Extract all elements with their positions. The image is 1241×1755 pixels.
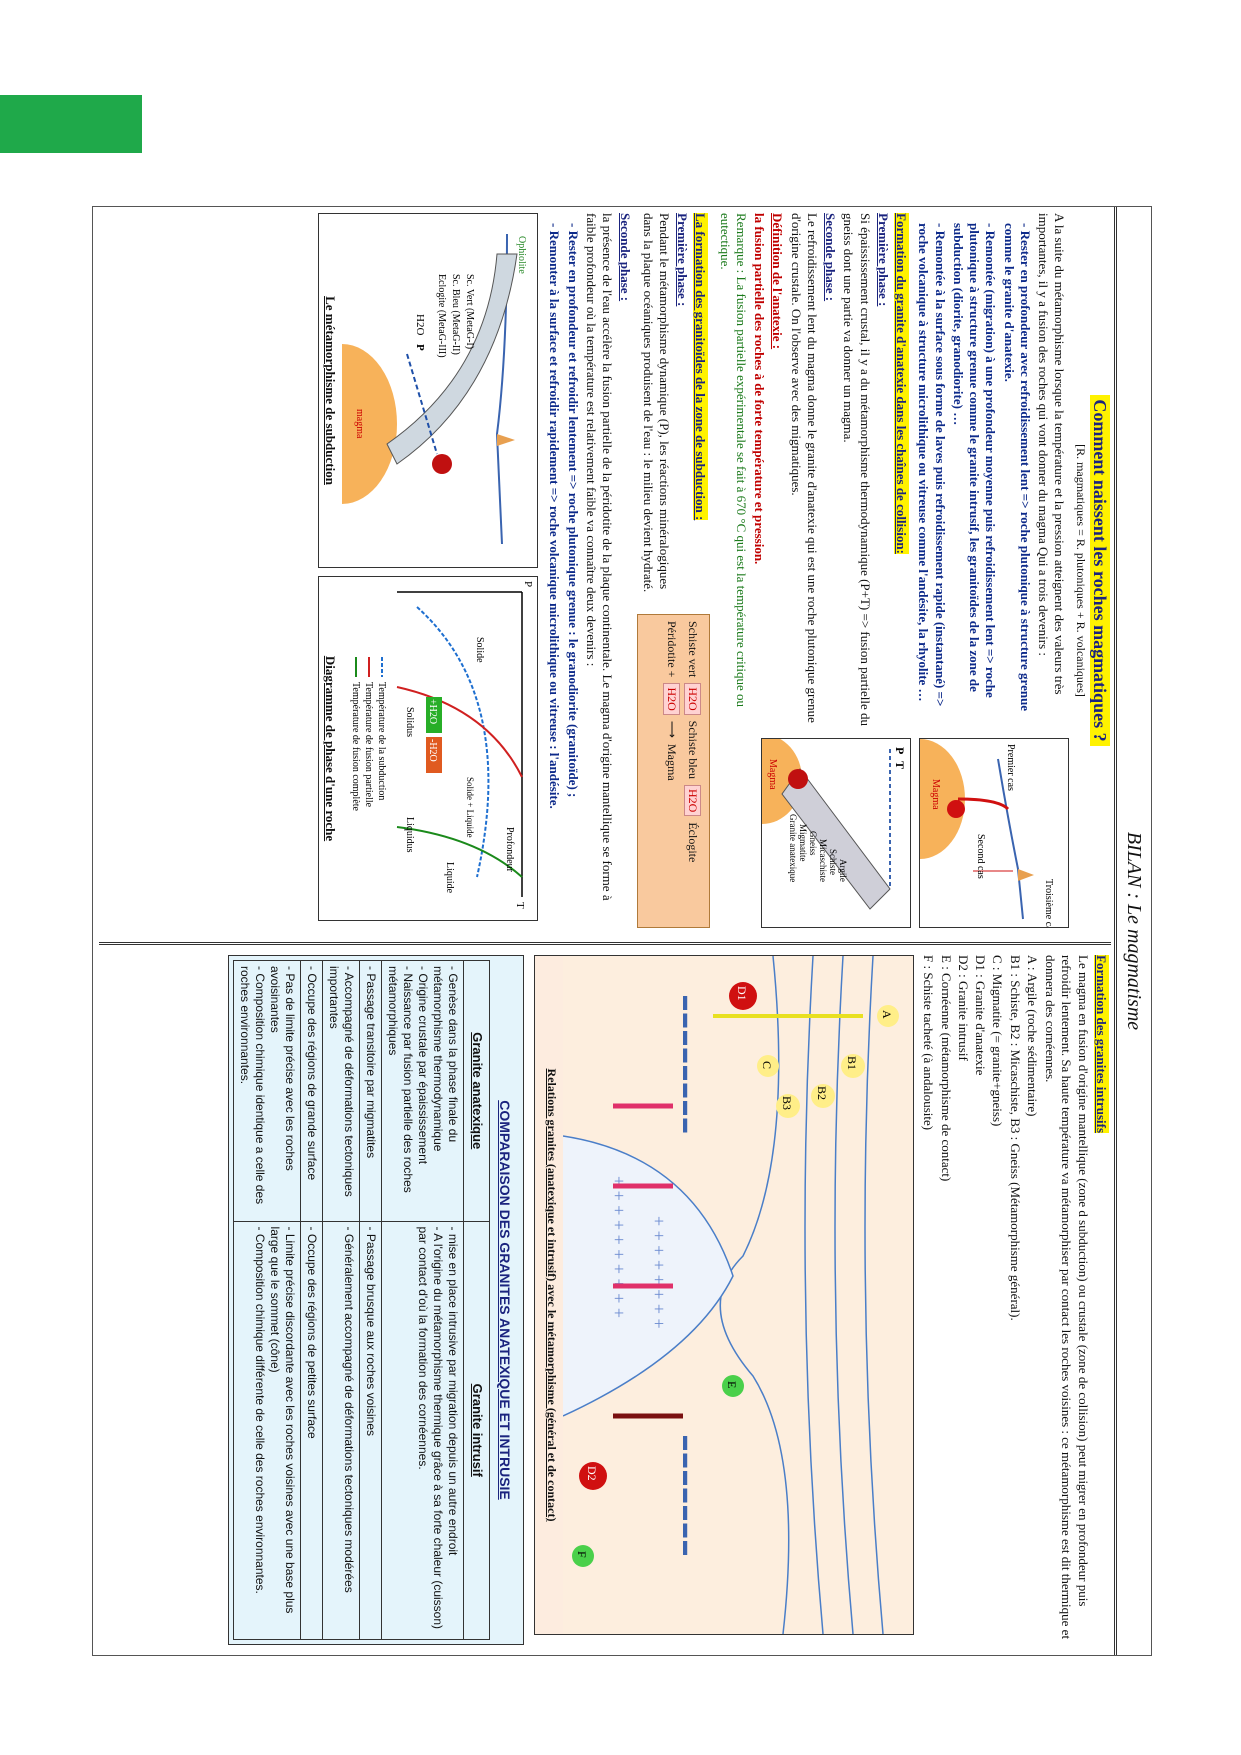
remark-text: Remarque : La fusion partielle expérimentale se fait à 670 °C qui est la température critique ou eutectique.: [717, 213, 749, 707]
anatexie-label-0: Argile: [838, 859, 849, 882]
table-header-anatexique: Granite anatexique: [464, 961, 489, 1222]
page-sheet: [92, 206, 1152, 1656]
legend-item: D1 : Granite d'anatexie: [973, 955, 989, 1076]
phase-figure: [318, 576, 538, 921]
left-column: [99, 213, 1111, 928]
table-cell: - Passage brusque aux roches voisines: [360, 1221, 382, 1639]
anatexie-label-5: Granite anatexique: [788, 814, 799, 883]
phase-solidus: Solidus: [404, 707, 416, 738]
table-row: [323, 961, 360, 1640]
table-cell: - Occupe des régions de grande surface: [301, 961, 323, 1222]
granite-relations-caption: Relations granites (anatexique et intrusif) avec le métamorphisme (général et de contact): [545, 1068, 559, 1522]
curve-partielle: [397, 687, 522, 777]
anatexie-label-3: Gneiss: [808, 831, 819, 856]
comparison-box: [229, 955, 525, 1645]
phase-solide: Solide: [474, 637, 486, 663]
anatexie-figure: [761, 738, 911, 928]
phase-profondeur: Profondeur: [504, 827, 516, 872]
anatexie-label-2: Micaschiste: [818, 839, 829, 882]
subduction-magma: magma: [354, 409, 366, 439]
intrusif-text: Le magma en fusion d'origine mantellique (zone d subduction) ou crustale (zone de collision) peut migrer en profondeur puis refroidir lentement. Sa haute température va métamorphiser par contact les roches voisines : ce métamorphisme est dit thermique et donnera des cornéennes.: [1043, 955, 1091, 1640]
phase1-text: Si épaississement crustal, il y a du métamorphisme thermodynamique (P+T) => fusion partielle du gneiss dont une partie va donner un magma.: [841, 213, 873, 727]
svg-text:▬ ▬ ▬ ▬ ▬ ▬ ▬: ▬ ▬ ▬ ▬ ▬ ▬ ▬: [679, 1436, 695, 1555]
subduction-label-1: Sc. Bleu (MetaG-II): [450, 274, 462, 355]
diag-label-b1: B1: [845, 1056, 860, 1071]
sphase2-b: - Remonter à la surface et refroidir rapidement => roche volcanique microlithique ou vitreuse : l'andésite.: [547, 223, 563, 809]
diag-label-d1: D1: [735, 986, 750, 1001]
subduction-label-2: Eclogite (MetaG-III): [436, 274, 448, 358]
intro-text: A la suite du métamorphisme lorsque la température et la pression atteignent des valeurs très importantes, il y a fusion des roches qui vont donner du magma Qui a trois devenirs :: [1036, 213, 1068, 695]
granite-relations-figure: [534, 955, 914, 1635]
phase-diagram: [342, 577, 537, 920]
green-tab: [0, 95, 142, 153]
comparison-title: COMPARAISON DES GRANITES ANATEXIQUE ET INTRUSIE: [497, 1100, 514, 1500]
phase-legend-0: Température de la subduction: [376, 682, 388, 801]
table-row: [301, 961, 323, 1640]
devenir-3: - Remontée à la surface sous forme de laves puis refroidissement rapide (instantané) => roche volcanique à structure microlithique ou vitreuse comme l'andésite, la rhyolite …: [916, 223, 948, 707]
table-cell: - Pas de limite précise avec les roches avoisinantes - Composition chimique identique a celle des roches environnantes.: [234, 961, 301, 1222]
diag-label-b3: B3: [780, 1096, 795, 1111]
right-column: [99, 942, 1111, 1648]
table-row: [382, 961, 464, 1640]
phase-solide-liquide: Solide + Liquide: [465, 777, 476, 838]
seq-schiste-bleu: Schiste bleu: [686, 720, 701, 779]
legend-item: A : Argile (roche sédimentaire): [1025, 955, 1040, 1117]
diag-label-f: F: [575, 1551, 590, 1558]
collision-figure: [920, 738, 1070, 928]
legend-item: E : Cornéenne (métamorphisme de contact): [938, 955, 954, 1182]
sphase1-text: Pendant le métamorphisme dynamique (P), les réactions minéralogiques dans la plaque océaniques produisent de l'eau : le milieu devient hydraté.: [640, 213, 672, 593]
seq-h2o-1: H2O: [685, 683, 702, 714]
label-magma: Magma: [930, 779, 942, 810]
legend-item: B1 : Schiste, B2 : Micaschiste, B3 : Gneiss (Métamorphisme général).: [1007, 955, 1023, 1321]
diag-label-e: E: [725, 1381, 740, 1389]
comparison-table: [234, 960, 490, 1640]
phase-liquide: Liquide: [444, 862, 456, 894]
seq-schiste-vert: Schiste vert: [686, 621, 701, 678]
phase-liquidus: Liquidus: [404, 817, 416, 853]
phase-legend-2: Température de fusion complète: [350, 682, 362, 811]
phase2-text: Le refroidissement lent du magma donne le granite d'anatexie qui est une roche plutonique grenue d'origine crustale. On l'observe avec des migmatiques.: [788, 213, 820, 723]
seq-peridotite: Péridotite +: [665, 621, 680, 678]
subduction-diagram: [342, 214, 537, 567]
table-header-intrusif: Granite intrusif: [464, 1221, 489, 1639]
devenir-2: - Remontée (migration) à une profondeur moyenne puis refroidissement lent => roche plutonique à structure grenue comme le granite intrusif, les granitoïdes de la zone de subduction (diorite, granodiorite) …: [951, 223, 999, 698]
collision-title: Formation du granite d'anatexie dans les chaînes de collision:: [894, 213, 910, 554]
diag-label-c: C: [760, 1061, 775, 1070]
phase-legend-1: Température de fusion partielle: [363, 682, 375, 808]
sphase2-text: la présence de l'eau accélère la fusion partielle de la péridotite de la plaque continentale. Le magma d'origine mantellique se forme à faible profondeur où la température est relativement faible va connaître deux devenirs :: [584, 213, 616, 901]
table-cell: - Généralement accompagné de déformations tectoniques modérées: [323, 1221, 360, 1639]
rotated-sheet: [93, 207, 1151, 1655]
svg-text:+ + + + + + + +: + + + + + + + +: [649, 1216, 670, 1329]
subduction-title: La formation des granitoïdes de la zone de subduction :: [693, 213, 709, 521]
subduction-figure: [318, 213, 538, 568]
label-premier: Premier cas: [1005, 744, 1017, 791]
subtitle: [R. magmatiques = R. plutoniques + R. volcaniques]: [1074, 444, 1089, 697]
sphase1-title: Première phase :: [675, 213, 691, 307]
diag-label-b2: B2: [815, 1086, 830, 1101]
collision-diagram: [921, 739, 1069, 927]
anatexie-t: T: [893, 761, 908, 770]
table-cell: - Passage transitoire par migmatites: [360, 961, 382, 1222]
phase-p: P: [522, 581, 535, 588]
phase1-title: Première phase :: [876, 213, 891, 307]
phase-plus-h2o: +H2O: [427, 699, 439, 725]
anatexie-label-1: Schiste: [828, 849, 839, 875]
table-row: [360, 961, 382, 1640]
phase-caption: Diagramme de phase d'une roche: [323, 655, 338, 842]
table-cell: - Limite précise discordante avec les roches voisines avec une base plus large que le sommet (cône) - Composition chimique différente de celle des roches environnantes.: [234, 1221, 301, 1639]
svg-text:+ + + + + + + + + +: + + + + + + + + + +: [609, 1176, 630, 1319]
sphase2-title: Seconde phase :: [618, 213, 634, 302]
subduction-p: P: [414, 344, 427, 351]
legend-item: D2 : Granite intrusif: [956, 955, 971, 1061]
main-title: Comment naissent les roches magmatiques ?: [1089, 213, 1112, 928]
anatexie-label-4: Migmatite: [798, 824, 809, 862]
table-row: [234, 961, 301, 1640]
subduction-label-0: Sc. Vert (MetaG-I): [464, 274, 476, 350]
label-second: Second cas: [975, 834, 987, 879]
diag-label-d2: D2: [585, 1466, 600, 1481]
devenir-1: - Rester en profondeur avec refroidissement lent => roche plutonique à structure grenue comme le granite d'anatexie.: [1001, 223, 1033, 712]
table-cell: - Occupe des régions de petites surface: [301, 1221, 323, 1639]
anatexie-p: P: [893, 747, 908, 755]
table-cell: - mise en place intrusive par migration depuis un autre endroit - A l'origine du métamorphisme thermique grâce à sa forte chaleur (cuisson) par contact d'où la formation des cornéennes.: [382, 1221, 464, 1639]
def-title: Définition de l'anatexie :: [770, 213, 786, 350]
table-cell: - Genèse dans la phase finale du métamorphisme thermodynamique - Origine crustale par épaississement - Naissance par fusion partielle des roches métamorphiques: [382, 961, 464, 1222]
legend-item: F : Schiste tacheté (à andalousite): [921, 955, 937, 1131]
legend-item: C : Migmatite (= granite+gneiss): [990, 955, 1006, 1127]
anatexie-diagram: [762, 739, 910, 927]
intrusif-title: Formation des granites intrusifs: [1094, 955, 1109, 1134]
seq-h2o-3: H2O: [664, 683, 681, 714]
subduction-caption: Le métamorphisme de subduction: [323, 296, 338, 485]
sphase2-a: - Rester en profondeur et refroidir lentement => roche plutonique grenue : le granodiorite (granitoïde) ;: [565, 223, 581, 798]
arrow-icon: ⟶: [665, 720, 680, 738]
subduction-ophiolite: Ophiolite: [516, 236, 528, 274]
legend-list: [920, 955, 1040, 1648]
reaction-sequence: [638, 614, 711, 928]
seq-magma: Magma: [665, 743, 680, 781]
phase2-title: Seconde phase :: [823, 213, 839, 302]
seq-eclogite: Éclogite: [686, 822, 701, 863]
phase-t: T: [514, 902, 527, 909]
svg-text:▬ ▬ ▬ ▬ ▬ ▬ ▬ ▬: ▬ ▬ ▬ ▬ ▬ ▬ ▬ ▬: [679, 996, 695, 1133]
label-troisieme: Troisième cas: [1043, 879, 1055, 927]
page-title: BILAN : Le magmatisme: [1114, 207, 1151, 1655]
anatexie-magma: Magma: [767, 759, 779, 790]
def-text: la fusion partielle des roches à de forte température et pression.: [752, 213, 768, 565]
granite-relations-diagram: [563, 956, 913, 1634]
phase-minus-h2o: -H2O: [427, 739, 439, 762]
diag-label-a: A: [880, 1010, 895, 1019]
table-cell: - Accompagné de déformations tectoniques importantes: [323, 961, 360, 1222]
seq-h2o-2: H2O: [685, 785, 702, 816]
subduction-h2o: H2O: [414, 314, 427, 336]
